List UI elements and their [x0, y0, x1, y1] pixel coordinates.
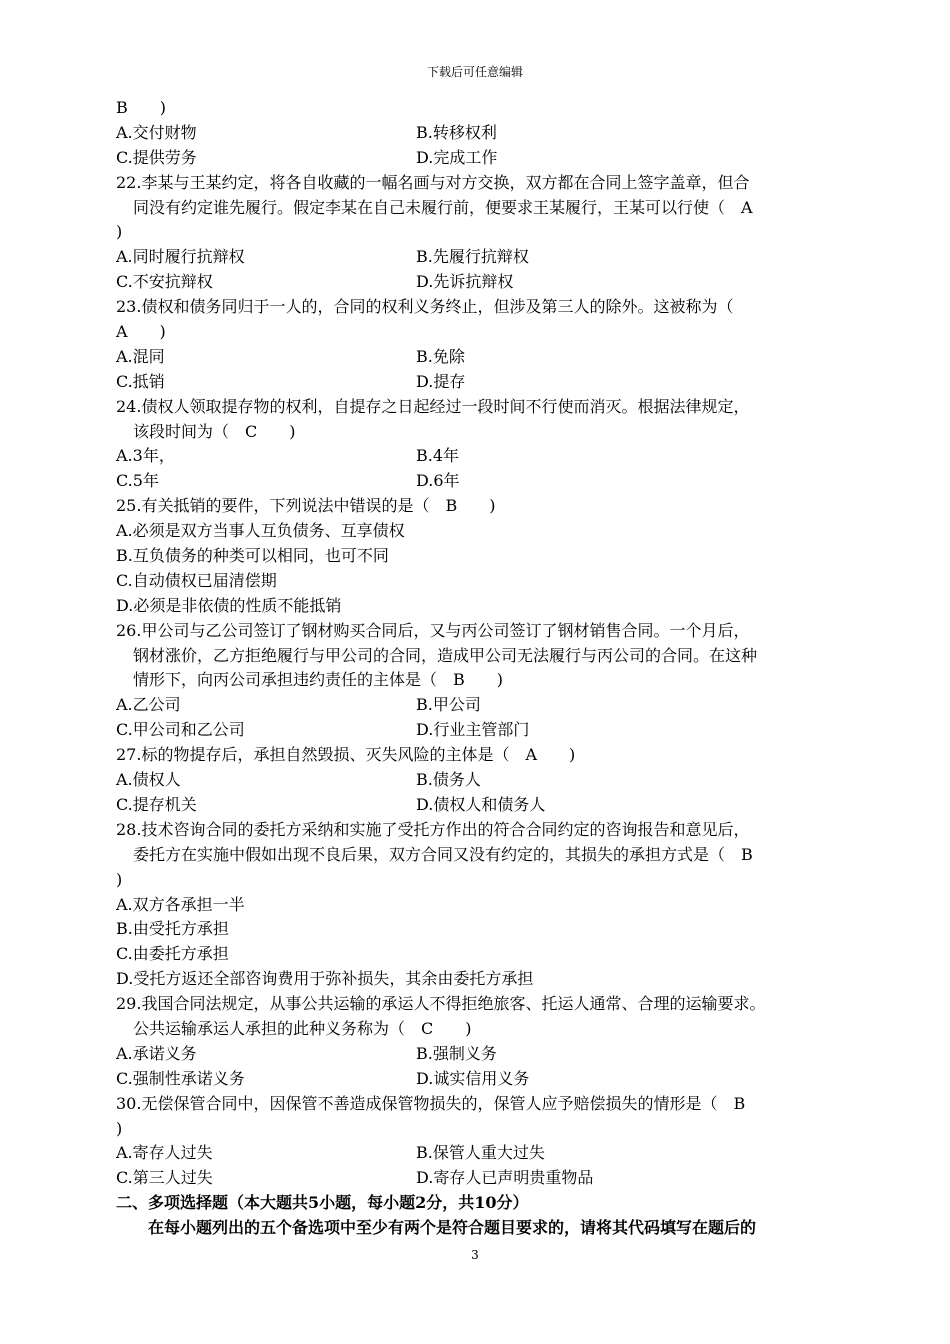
option-text: B.先履行抗辩权	[416, 247, 529, 267]
options-row	[116, 444, 884, 469]
option-text: C.抵销	[116, 371, 165, 391]
option-text: C.强制性承诺义务	[116, 1068, 245, 1088]
option-text: A.债权人	[116, 770, 181, 790]
text-line: 26.甲公司与乙公司签订了钢材购买合同后，又与丙公司签订了钢材销售合同。一个月后，	[116, 620, 750, 640]
option-text: C.5年	[116, 471, 159, 491]
text-line: 23.债权和债务同归于一人的，合同的权利义务终止，但涉及第三人的除外。这被称为（	[116, 297, 734, 317]
text-line: 30.无偿保管合同中，因保管不善造成保管物损失的，保管人应予赔偿损失的情形是（ B	[116, 1093, 746, 1113]
options-row	[116, 270, 884, 295]
options-row	[116, 768, 884, 793]
page-number: 3	[471, 1248, 479, 1262]
option-text: A.混同	[116, 346, 165, 366]
text-line: B.由受托方承担	[116, 919, 229, 939]
text-line-continued: 钢材涨价，乙方拒绝履行与甲公司的合同，造成甲公司无法履行与丙公司的合同。在这种	[133, 645, 758, 665]
option-text: A.承诺义务	[116, 1043, 197, 1063]
options-row	[116, 345, 884, 370]
section-heading: 二、多项选择题（本大题共5小题，每小题2分，共10分）	[116, 1193, 529, 1213]
options-row	[116, 793, 884, 818]
option-text: D.6年	[416, 471, 460, 491]
text-line-continued: 该段时间为（ C )	[133, 421, 296, 441]
text-line: D.受托方返还全部咨询费用于弥补损失，其余由委托方承担	[116, 969, 534, 989]
text-line: B )	[116, 98, 167, 117]
text-line: 25.有关抵销的要件，下列说法中错误的是（ B )	[116, 496, 496, 516]
option-text: C.提存机关	[116, 794, 197, 814]
text-line: A.必须是双方当事人互负债务、互享债权	[116, 521, 405, 541]
options-row	[116, 1141, 884, 1166]
option-text: B.债务人	[416, 770, 481, 790]
text-line: 24.债权人领取提存物的权利，自提存之日起经过一段时间不行使而消灭。根据法律规定，	[116, 396, 750, 416]
option-text: D.行业主管部门	[416, 720, 530, 740]
text-line: )	[116, 869, 123, 889]
options-row	[116, 121, 884, 146]
option-text: B.甲公司	[416, 695, 481, 715]
text-line: A )	[116, 322, 166, 342]
option-text: D.寄存人已声明贵重物品	[416, 1168, 594, 1188]
text-line: C.由委托方承担	[116, 944, 229, 964]
text-line-continued: 委托方在实施中假如出现不良后果，双方合同又没有约定的，其损失的承担方式是（ B	[133, 844, 753, 864]
text-line: )	[116, 222, 123, 242]
option-text: D.债权人和债务人	[416, 794, 546, 814]
options-row	[116, 146, 884, 171]
option-text: C.甲公司和乙公司	[116, 720, 245, 740]
exam-content	[116, 96, 884, 1241]
text-line: )	[116, 1118, 123, 1138]
option-text: B.转移权利	[416, 122, 497, 142]
options-row	[116, 370, 884, 395]
text-line: 29.我国合同法规定，从事公共运输的承运人不得拒绝旅客、托运人通常、合理的运输要求。	[116, 994, 766, 1014]
option-text: A.乙公司	[116, 695, 181, 715]
option-text: A.交付财物	[116, 122, 197, 142]
text-line-continued: 情形下，向丙公司承担违约责任的主体是（ B )	[133, 670, 504, 690]
options-row	[116, 245, 884, 270]
section-instruction: 在每小题列出的五个备选项中至少有两个是符合题目要求的，请将其代码填写在题后的	[148, 1218, 757, 1238]
options-row	[116, 1166, 884, 1191]
option-text: D.提存	[416, 371, 466, 391]
text-line: C.自动债权已届清偿期	[116, 570, 277, 590]
option-text: D.先诉抗辩权	[416, 272, 514, 292]
text-line: B.互负债务的种类可以相同，也可不同	[116, 546, 389, 566]
option-text: A.3年，	[116, 446, 175, 466]
option-text: C.不安抗辩权	[116, 272, 213, 292]
option-text: D.完成工作	[416, 147, 498, 167]
option-text: B.保管人重大过失	[416, 1143, 545, 1163]
text-line: A.双方各承担一半	[116, 894, 245, 914]
options-row	[116, 693, 884, 718]
text-line-continued: 公共运输承运人承担的此种义务称为（ C )	[133, 1018, 472, 1038]
options-row	[116, 718, 884, 743]
option-text: B.4年	[416, 446, 460, 466]
option-text: C.第三人过失	[116, 1168, 213, 1188]
text-line: 28.技术咨询合同的委托方采纳和实施了受托方作出的符合合同约定的咨询报告和意见后，	[116, 819, 750, 839]
option-text: C.提供劳务	[116, 147, 197, 167]
options-row	[116, 1067, 884, 1092]
option-text: B.免除	[416, 346, 465, 366]
option-text: A.寄存人过失	[116, 1143, 213, 1163]
option-text: A.同时履行抗辩权	[116, 247, 245, 267]
text-line-continued: 同没有约定谁先履行。假定李某在自己未履行前，便要求王某履行，王某可以行使（ A	[133, 197, 753, 217]
options-row	[116, 1042, 884, 1067]
options-row	[116, 469, 884, 494]
text-line: D.必须是非依债的性质不能抵销	[116, 595, 342, 615]
text-line: 22.李某与王某约定，将各自收藏的一幅名画与对方交换，双方都在合同上签字盖章，但合	[116, 172, 750, 192]
text-line: 27.标的物提存后，承担自然毁损、灭失风险的主体是（ A )	[116, 745, 576, 765]
page-header: 下载后可任意编辑	[426, 65, 523, 79]
option-text: D.诚实信用义务	[416, 1068, 530, 1088]
option-text: B.强制义务	[416, 1043, 497, 1063]
